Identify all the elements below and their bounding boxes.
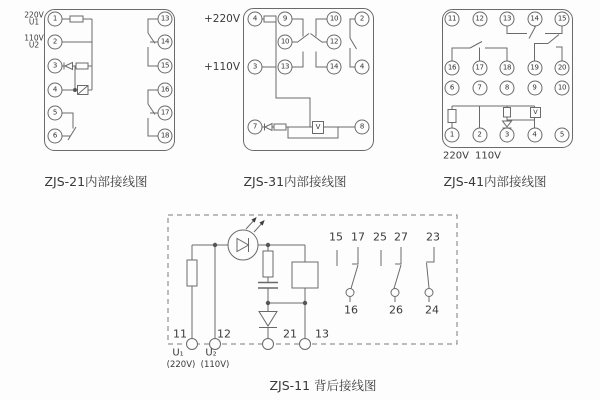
zjs41-caption: ZJS-41内部接线图 — [443, 174, 547, 189]
zjs41-terminal-6: 6 — [445, 81, 460, 96]
zjs21-caption: ZJS-21内部接线图 — [44, 174, 148, 189]
zjs31-terminal-7: 7 — [248, 120, 263, 135]
relay-coil-slash — [78, 86, 89, 95]
zjs41-terminal-13: 13 — [500, 12, 515, 27]
junction-dot — [266, 301, 270, 305]
zjs21-supply-u1-label: U1 — [28, 17, 40, 27]
diode-icon — [503, 121, 512, 127]
resistor — [264, 16, 276, 22]
zjs31-terminal-4a: 4 — [248, 12, 263, 27]
zjs21-terminal-2: 2 — [48, 35, 63, 50]
zjs21-supply-220v-label: 220V — [24, 10, 44, 20]
zjs41-terminal-1: 1 — [445, 128, 460, 143]
zjs41-terminal-3: 3 — [500, 128, 515, 143]
zjs21-terminal-17: 17 — [158, 106, 173, 121]
zjs31-terminal-3: 3 — [248, 60, 263, 75]
relay-box — [292, 262, 318, 288]
zjs41-terminal-17: 17 — [472, 61, 487, 76]
zjs21-terminal-5: 5 — [48, 106, 63, 121]
zjs41-terminal-5: 5 — [555, 128, 570, 143]
zjs21-terminal-14: 14 — [158, 35, 173, 50]
zjs11-contact-label-27: 27 — [394, 230, 408, 244]
zjs31-supply-220v-label: +220V — [203, 13, 241, 25]
zjs41-terminal-8: 8 — [500, 81, 515, 96]
zjs41-terminal-18: 18 — [500, 61, 515, 76]
zjs31-coil-box: V — [312, 121, 324, 134]
zjs31-terminal-12: 12 — [327, 35, 342, 50]
zjs21-terminal-16: 16 — [158, 83, 173, 98]
zjs21-terminal-1: 1 — [48, 12, 63, 27]
junction-dot — [73, 88, 77, 92]
zjs41-110v-label: 110V — [475, 150, 501, 162]
zjs31-terminal-13: 13 — [278, 60, 293, 75]
zjs31-terminal-8: 8 — [355, 120, 370, 135]
resistor — [448, 110, 456, 123]
zjs11-u1-label: U₁ — [172, 347, 184, 359]
zjs41-terminal-11: 11 — [445, 12, 460, 27]
zjs41-contact-wires — [452, 26, 562, 62]
zjs31-terminal-10a: 10 — [278, 35, 293, 50]
zjs31-terminal-2: 2 — [355, 12, 370, 27]
zjs11-contact-label-24: 24 — [425, 303, 439, 317]
zjs41-coil-box: V — [530, 107, 541, 118]
led-icon — [228, 230, 258, 260]
zjs11-terminal-label-13: 13 — [315, 327, 329, 341]
zjs41-terminal-15: 15 — [555, 12, 570, 27]
zjs31-supply-110v-label: +110V — [203, 61, 241, 73]
contact-pivot-16 — [346, 289, 354, 297]
zjs41-terminal-7: 7 — [472, 81, 487, 96]
zjs41-terminal-10: 10 — [555, 81, 570, 96]
zjs11-contact-label-15: 15 — [329, 230, 343, 244]
junction-dot — [213, 243, 217, 247]
junction-dot — [266, 243, 270, 247]
zjs31-caption: ZJS-31内部接线图 — [243, 174, 347, 189]
capacitor-icon — [258, 283, 278, 289]
zjs31-terminal-4b: 4 — [355, 60, 370, 75]
zjs21-terminal-18: 18 — [158, 129, 173, 144]
zjs11-contact-label-26: 26 — [389, 303, 403, 317]
zjs31-terminal-9: 9 — [278, 12, 293, 27]
resistor — [70, 16, 83, 22]
zjs11-terminal-label-11: 11 — [173, 327, 187, 341]
zjs31-wires — [262, 19, 357, 138]
led-arrow-icon — [246, 221, 262, 232]
zjs21-wires — [62, 19, 158, 140]
zjs11-220v-label: (220V) — [166, 359, 196, 370]
zjs41-terminal-19: 19 — [527, 61, 542, 76]
zjs11-terminal-label-21: 21 — [283, 327, 297, 341]
resistor — [274, 124, 286, 130]
zjs11-contact-label-25: 25 — [373, 230, 387, 244]
zjs21-supply-u2-label: U2 — [28, 40, 40, 50]
zjs41-220v-label: 220V — [443, 150, 469, 162]
zjs41-terminal-4: 4 — [527, 128, 542, 143]
zjs41-terminal-16: 16 — [445, 61, 460, 76]
zjs21-case-outline — [45, 10, 175, 151]
zjs11-contact-label-23: 23 — [426, 230, 440, 244]
zjs11-contact-label-16: 16 — [344, 303, 358, 317]
junction-dot — [303, 301, 307, 305]
zjs41-power-wires — [452, 106, 535, 129]
zjs31-terminal-14: 14 — [327, 60, 342, 75]
resistor — [504, 108, 511, 118]
terminal-circle-11 — [187, 339, 198, 350]
zjs11-caption: ZJS-11 背后接线图 — [269, 378, 377, 393]
zjs11-u2-label: U₂ — [205, 347, 217, 359]
zjs11-diagram — [168, 215, 457, 350]
contact-pivot-24 — [425, 289, 433, 297]
resistor — [187, 260, 197, 286]
zjs21-terminal-4: 4 — [48, 83, 63, 98]
diode-icon — [265, 124, 272, 131]
contact-pivot-26 — [391, 289, 399, 297]
diode-icon — [259, 312, 277, 327]
zjs21-diagram — [45, 10, 175, 151]
zjs41-terminal-20: 20 — [555, 61, 570, 76]
zjs31-terminal-10b: 10 — [327, 12, 342, 27]
zjs11-terminal-label-12: 12 — [217, 327, 231, 341]
zjs41-terminal-14: 14 — [527, 12, 542, 27]
zjs11-110v-label: (110V) — [200, 359, 230, 370]
diode-icon — [65, 63, 73, 70]
resistor — [76, 63, 88, 69]
zjs21-supply-110v-label: 110V — [24, 33, 44, 43]
terminal-circle-13 — [300, 339, 311, 350]
terminal-circle-21 — [263, 339, 274, 350]
zjs41-terminal-2: 2 — [472, 128, 487, 143]
zjs21-terminal-13: 13 — [158, 12, 173, 27]
zjs41-terminal-12: 12 — [472, 12, 487, 27]
resistor — [263, 251, 273, 277]
zjs41-terminal-9: 9 — [527, 81, 542, 96]
zjs21-terminal-3: 3 — [48, 59, 63, 74]
zjs11-contact-label-17: 17 — [351, 230, 365, 244]
zjs21-terminal-15: 15 — [158, 59, 173, 74]
zjs21-terminal-6: 6 — [48, 129, 63, 144]
